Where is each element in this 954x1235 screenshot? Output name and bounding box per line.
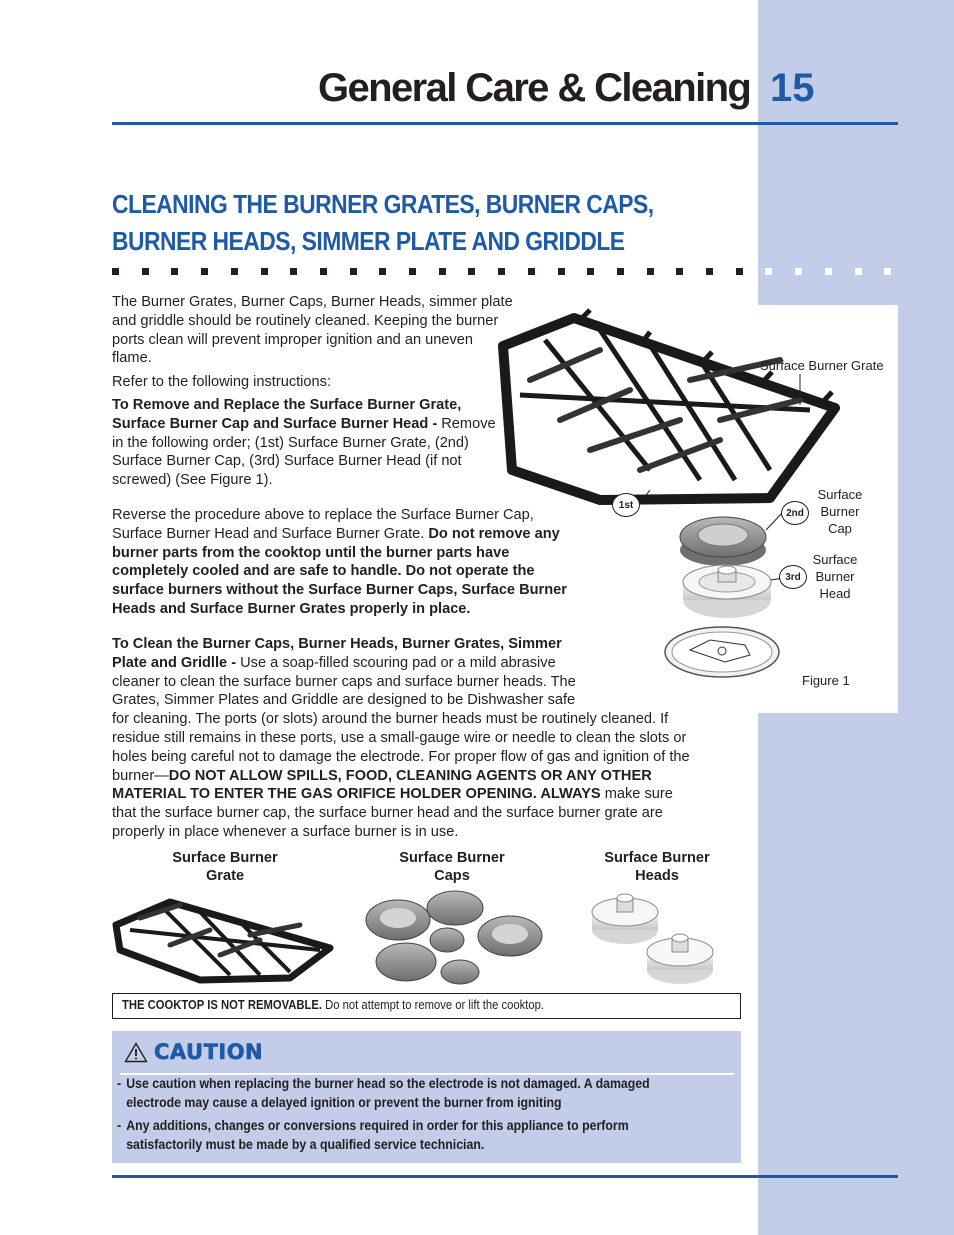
text-span: Surface Burner Head and Surface Burner Grate. [112, 525, 425, 542]
caution-item: - Any additions, changes or conversions required in order for this appliance to perform satisfactorily must be made by a qualified service technician. [117, 1116, 733, 1154]
text-line: that the surface burner cap, the surface burner head and the surface burner grate are [112, 805, 663, 822]
text-line: Reverse the procedure above to replace the Surface Burner Cap, [112, 507, 534, 523]
cooktop-notice [112, 993, 741, 1019]
text-span: burner— [112, 767, 169, 784]
label-line: Burner [820, 504, 860, 519]
page-header-title: General Care & Cleaning [318, 66, 751, 110]
text-line: The Burner Grates, Burner Caps, Burner Heads, simmer plate [112, 294, 513, 310]
burner-base-drawing [665, 627, 779, 677]
clean-heading-2: Plate and Gridlle - [112, 654, 237, 671]
bold-line: surface burners without the Surface Burner Caps, Surface Burner [112, 582, 567, 599]
clean-heading: To Clean the Burner Caps, Burner Heads, Burner Grates, Simmer [112, 636, 562, 652]
text-span: Remove [441, 415, 496, 432]
figure-label-cap [808, 486, 872, 537]
text-span: Use a soap-filled scouring pad or a mild abrasive [240, 654, 556, 671]
label-line: Surface Burner [399, 850, 505, 866]
step-badge-2nd: 2nd [781, 501, 809, 525]
bold-line: burner parts from the cooktop until the burner parts have [112, 544, 510, 561]
label-line: Surface Burner [604, 850, 710, 866]
label-line: Heads [635, 868, 679, 884]
caution-line: electrode may cause a delayed ignition or prevent the burner from igniting [126, 1095, 562, 1110]
text-line: cleaner to clean the surface burner caps and surface burner heads. The [112, 673, 576, 690]
caution-heading [124, 1040, 263, 1064]
text-line: properly in place whenever a surface burner is in use. [112, 823, 459, 840]
burner-cap-drawing [680, 517, 766, 566]
text-line: screwed) (See Figure 1). [112, 472, 273, 489]
gallery-label-caps [387, 849, 517, 885]
notice-bold: THE COOKTOP IS NOT REMOVABLE. [122, 998, 323, 1012]
label-line: Surface [812, 552, 858, 567]
caution-line: Any additions, changes or conversions required in order for this appliance to perform [126, 1118, 629, 1133]
text-line: Surface Burner Cap, (3rd) Surface Burner Head (if not [112, 453, 462, 470]
label-line: Grate [205, 868, 245, 884]
text-line: for cleaning. The ports (or slots) around the burner heads must be routinely cleaned. If [112, 711, 669, 728]
figure-label-head [803, 551, 867, 602]
label-line: Burner [815, 569, 855, 584]
bold-span: DO NOT ALLOW SPILLS, FOOD, CLEANING AGENTS OR ANY OTHER [168, 767, 652, 784]
bold-line: Heads and Surface Burner Grates properly in place. [112, 600, 471, 617]
section-title-line-1: CLEANING THE BURNER GRATES, BURNER CAPS, [112, 189, 654, 219]
text-span: make sure [604, 786, 673, 803]
gallery-caps-drawing [366, 891, 542, 984]
text-line: flame. [112, 350, 152, 367]
gallery-label-heads [592, 849, 722, 885]
bold-line: completely cooled and are safe to handle. Do not operate the [112, 563, 535, 580]
notice-text: Do not attempt to remove or lift the cooktop. [325, 998, 545, 1012]
remove-heading: To Remove and Replace the Surface Burner Grate, [112, 397, 462, 413]
caution-line: Use caution when replacing the burner head so the electrode is not damaged. A damaged [126, 1076, 650, 1091]
caution-line: satisfactorily must be made by a qualified service technician. [126, 1137, 485, 1152]
bold-span: Do not remove any [428, 525, 560, 542]
label-line: Surface [817, 487, 863, 502]
text-line: in the following order; (1st) Surface Burner Grate, (2nd) [112, 434, 469, 451]
figure-label-grate: Surface Burner Grate [760, 358, 884, 373]
page-number: 15 [770, 66, 815, 110]
label-line: Caps [434, 868, 470, 884]
text-line: Grates, Simmer Plates and Griddle are designed to be Dishwasher safe [112, 692, 576, 709]
gallery-grate-drawing [116, 902, 330, 980]
remove-heading-2: Surface Burner Cap and Surface Burner Head - [112, 415, 438, 432]
gallery-heads-drawing [592, 894, 713, 984]
step-badge-1st: 1st [612, 493, 640, 517]
text-line: ports clean will prevent improper ignition and an uneven [112, 331, 474, 348]
gallery-label-grate [160, 849, 290, 885]
text-line: holes being careful not to damage the electrode. For proper flow of gas and ignition of the [112, 748, 690, 765]
text-line: and griddle should be routinely cleaned. Keeping the burner [112, 312, 499, 329]
text-line: residue still remains in these ports, use a small-gauge wire or needle to clean the slots or [112, 729, 687, 746]
step-badge-3rd: 3rd [779, 565, 807, 589]
label-line: Head [819, 586, 851, 601]
footer-rule [112, 1175, 898, 1178]
caution-item: - Use caution when replacing the burner head so the electrode is not damaged. A damaged electrode may cause a delayed ignition or prevent the burner from igniting [117, 1074, 733, 1112]
caution-box [112, 1031, 741, 1163]
label-line: Surface Burner [172, 850, 278, 866]
warning-triangle-icon [124, 1042, 148, 1063]
label-line: Cap [828, 521, 852, 536]
figure-caption: Figure 1 [802, 673, 850, 688]
burner-head-drawing [683, 565, 771, 618]
bold-span: MATERIAL TO ENTER THE GAS ORIFICE HOLDER OPENING. ALWAYS [112, 786, 601, 803]
burner-grate-drawing [490, 310, 835, 500]
caution-title: CAUTION [154, 1040, 264, 1064]
section-title-line-2: BURNER HEADS, SIMMER PLATE AND GRIDDLE [112, 226, 625, 256]
refer-line: Refer to the following instructions: [112, 374, 332, 390]
